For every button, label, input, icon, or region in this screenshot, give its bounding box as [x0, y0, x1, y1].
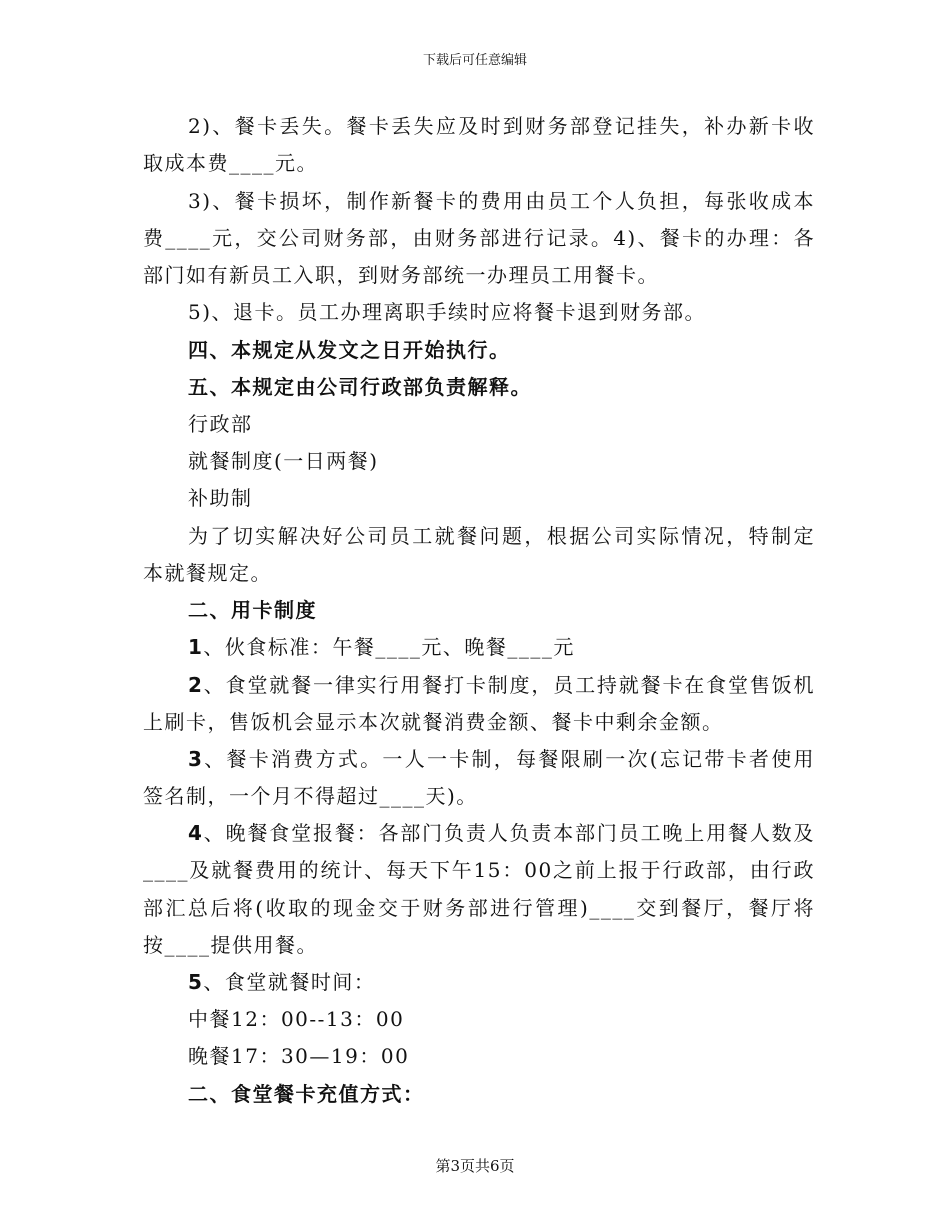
paragraph-line: 上刷卡，售饭机会显示本次就餐消费金额、餐卡中剩余金额。: [143, 710, 724, 734]
page-footer: 第3页共6页: [435, 1157, 515, 1175]
item-text: 、餐卡消费方式。一人一卡制，每餐限刷一次(忘记带卡者使用: [203, 747, 815, 771]
schedule-line: 中餐12：00--13：00: [188, 1007, 405, 1031]
paragraph-line: 部汇总后将(收取的现金交于财务部进行管理)____交到餐厅，餐厅将: [143, 896, 815, 920]
item-number: 3: [188, 747, 204, 771]
paragraph-line: 费____元，交公司财务部，由财务部进行记录。4)、餐卡的办理：各: [143, 226, 815, 250]
paragraph-line: 取成本费____元。: [143, 151, 318, 175]
paragraph-line: 部门如有新员工入职，到财务部统一办理员工用餐卡。: [143, 263, 659, 287]
section-heading: 二、食堂餐卡充值方式：: [188, 1082, 425, 1106]
item-text: 、晚餐食堂报餐：各部门负责人负责本部门员工晚上用餐人数及: [203, 821, 815, 845]
schedule-line: 晚餐17：30—19：00: [188, 1044, 410, 1068]
item-number: 1: [188, 635, 204, 659]
item-number: 5: [188, 970, 204, 994]
list-item: [188, 673, 815, 697]
section-heading: 二、用卡制度: [188, 598, 317, 622]
paragraph-line: 本就餐规定。: [143, 561, 272, 585]
item-text: 、食堂就餐一律实行用餐打卡制度，员工持就餐卡在食堂售饭机: [203, 673, 815, 697]
item-text: 、食堂就餐时间：: [203, 970, 376, 994]
item-text: 、伙食标准：午餐____元、晚餐____元: [203, 635, 575, 659]
paragraph-line: 5)、退卡。员工办理离职手续时应将餐卡退到财务部。: [188, 300, 707, 324]
paragraph-line: ____及就餐费用的统计、每天下午15：00之前上报于行政部，由行政: [143, 858, 815, 882]
list-item: [188, 970, 815, 994]
document-subtitle: 补助制: [188, 486, 253, 510]
item-number: 4: [188, 821, 204, 845]
section-heading: 四、本规定从发文之日开始执行。: [188, 338, 511, 362]
section-heading: 五、本规定由公司行政部负责解释。: [188, 375, 532, 399]
list-item: [188, 747, 815, 771]
paragraph-line: 为了切实解决好公司员工就餐问题，根据公司实际情况，特制定: [188, 524, 815, 548]
list-item: [188, 821, 815, 845]
page-header: 下载后可任意编辑: [422, 53, 527, 68]
paragraph-line: 3)、餐卡损坏，制作新餐卡的费用由员工个人负担，每张收成本: [188, 189, 815, 213]
item-number: 2: [188, 673, 204, 697]
department-label: 行政部: [188, 412, 253, 436]
document-title: 就餐制度(一日两餐): [188, 449, 379, 473]
paragraph-line: 按____提供用餐。: [143, 933, 318, 957]
paragraph-line: 2)、餐卡丢失。餐卡丢失应及时到财务部登记挂失，补办新卡收: [188, 114, 815, 138]
list-item: [188, 635, 815, 659]
paragraph-line: 签名制，一个月不得超过____天)。: [143, 784, 478, 808]
